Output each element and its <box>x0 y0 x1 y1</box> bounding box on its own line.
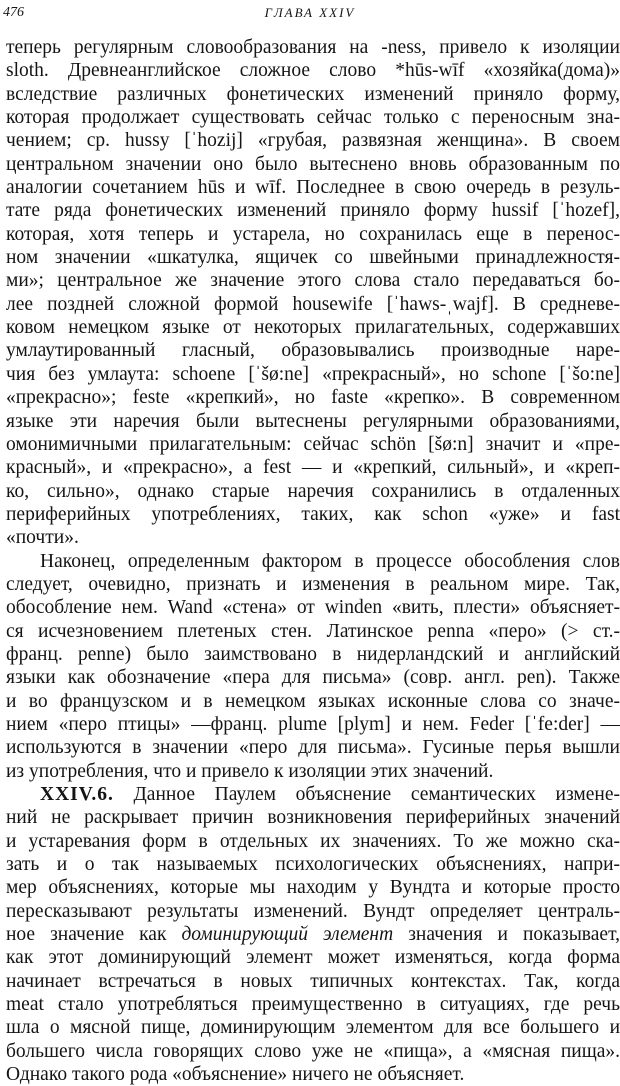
text-line: теперь регулярным словообразования на -ness, привело к изоляции <box>6 36 620 59</box>
text-line: и устаревания форм в отдельных их значениях. То же можно ска- <box>6 830 620 853</box>
line-segment: ное значение как <box>6 924 166 945</box>
text-line: как этот доминирующий элемент может изменяться, когда форма <box>6 946 620 969</box>
text-line: ний не раскрывает причин возникновения периферийных значений <box>6 806 620 829</box>
text-line: ми»; центральное же значение этого слова стало передаваться бо- <box>6 269 620 292</box>
emphasized-term: доминирующий элемент <box>181 924 393 945</box>
text-line: вследствие различных фонетических изменений приняло форму, <box>6 83 620 106</box>
text-line: нием «перо птицы» —франц. plume [plym] и нем. Feder [ˈfe:der] — <box>6 713 620 736</box>
text-line: омонимичными прилагательным: сейчас schön [šø:n] значит и «пре- <box>6 433 620 456</box>
section-lead-text: Данное Паулем объяснение семантических измене- <box>134 784 620 805</box>
text-line: и во французском и в немецком языках исконные слова со значе- <box>6 690 620 713</box>
text-line: шла о мясной пище, доминирующим элементом для все большего и <box>6 1016 620 1039</box>
text-line: ном значении «шкатулка, ящичек со швейными принадлежностя- <box>6 246 620 269</box>
text-line: ся исчезновением плетеных стен. Латинское penna «перо» (> ст.- <box>6 620 620 643</box>
text-line: начинает встречаться в новых типичных контекстах. Так, когда <box>6 970 620 993</box>
chapter-title: ГЛАВА XXIV <box>0 5 620 21</box>
text-line: обособление нем. Wand «стена» от winden «вить, плести» объясняет- <box>6 596 620 619</box>
text-line: используются в значении «перо для письма». Гусиные перья вышли <box>6 736 620 759</box>
text-line: центральном значении оно было вытеснено вновь образованным по <box>6 153 620 176</box>
text-line: языки как обозначение «пера для письма» (совр. англ. pen). Также <box>6 666 620 689</box>
text-line: которая продолжает существовать сейчас только с переносным зна- <box>6 106 620 129</box>
text-line: следует, очевидно, признать и изменения в реальном мире. Так, <box>6 573 620 596</box>
text-line: умлаутированный гласный, образовывались производные наре- <box>6 339 620 362</box>
line-segment: значения и показывает, <box>408 924 620 945</box>
text-line: красный», и «прекрасно», а fest — и «крепкий, сильный», и «креп- <box>6 456 620 479</box>
text-line: языке эти наречия были вытеснены регулярными образованиями, <box>6 410 620 433</box>
text-line: аналогии сочетанием hūs и wīf. Последнее в свою очередь в резуль- <box>6 176 620 199</box>
section-first-line <box>6 783 620 806</box>
text-line: тате ряда фонетических изменений приняло форму hussif [ˈhozef], <box>6 199 620 222</box>
text-line: «прекрасно»; feste «крепкий», но faste «крепко». В современном <box>6 386 620 409</box>
section-number: XXIV.6. <box>40 784 114 805</box>
paragraph-first-line: Наконец, определенным фактором в процессе обособления слов <box>6 550 620 573</box>
text-line: Однако такого рода «объяснение» ничего не объясняет. <box>6 1063 620 1086</box>
text-line: периферийных употреблениях, таких, как schon «уже» и fast <box>6 503 620 526</box>
text-line: sloth. Древнеанглийское сложное слово *hūs-wīf «хозяйка(дома)» <box>6 59 620 82</box>
text-line: чия без умлаута: schoene [ˈšø:ne] «прекрасный», но schone [ˈšo:ne] <box>6 363 620 386</box>
text-line: большего числа говорящих слово уже не «пища», а «мясная пища». <box>6 1040 620 1063</box>
text-line: чением; ср. hussy [ˈhozij] «грубая, развязная женщина». В своем <box>6 129 620 152</box>
text-line: которая, хотя теперь и устарела, но сохранилась еще в перенос- <box>6 223 620 246</box>
text-line: «почти». <box>6 526 620 549</box>
text-line <box>6 923 620 946</box>
text-line: франц. penne) было заимствовано в нидерландский и английский <box>6 643 620 666</box>
text-line: ковом немецком языке от некоторых прилагательных, содержавших <box>6 316 620 339</box>
text-line: из употребления, что и привело к изоляции этих значений. <box>6 760 620 783</box>
running-head <box>0 3 620 25</box>
text-line: пересказывают результаты изменений. Вундт определяет централь- <box>6 900 620 923</box>
text-line: зать и о так называемых психологических объяснениях, напри- <box>6 853 620 876</box>
text-line: мер объяснениях, которые мы находим у Вундта и которые просто <box>6 876 620 899</box>
text-line: meat стало употребляться преимущественно в ситуациях, где речь <box>6 993 620 1016</box>
body-text <box>6 36 620 1086</box>
text-line: лее поздней сложной формой housewife [ˈhaws-ˌwajf]. В средневе- <box>6 293 620 316</box>
page-number: 476 <box>3 5 24 21</box>
text-line: ко, сильно», однако старые наречия сохранились в отдаленных <box>6 480 620 503</box>
